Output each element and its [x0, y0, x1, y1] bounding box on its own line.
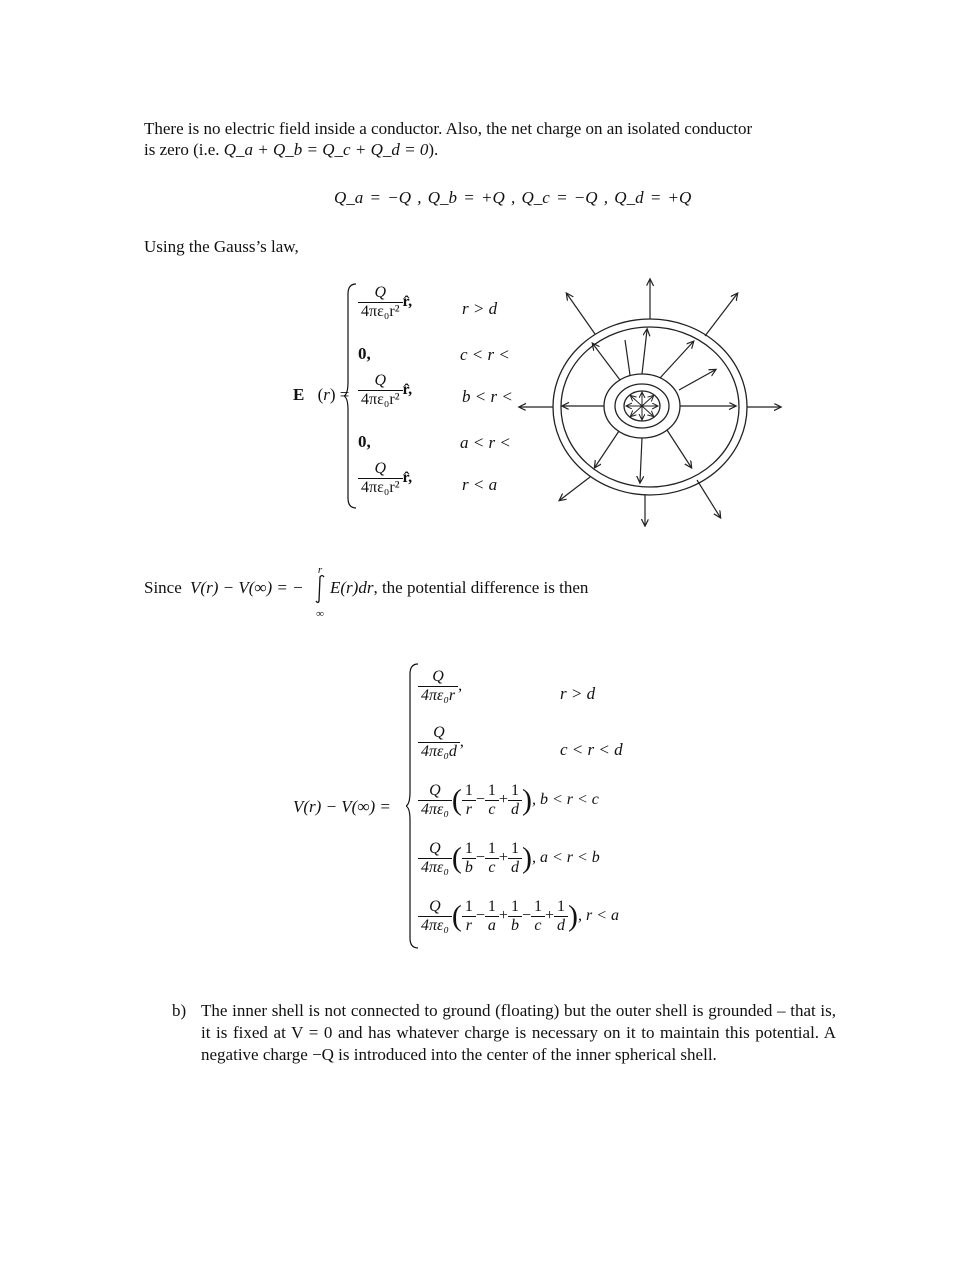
efield-cond-5: r < a — [462, 475, 498, 494]
potential-case-2: $\frac{Q}{\text{4πε₀d}}$ , — [418, 724, 464, 761]
part-b-text: The inner shell is not connected to ground (floating) but the outer shell is grounded – that is, it is fixed at V = 0 and has whatever charge is necessary on it to maintain this potential. A negative charge −Q is introduced into the center of the inner spherical shell. — [201, 1001, 836, 1064]
efield-case-2: 0, — [358, 344, 371, 363]
since-integrand: E(r)dr, the potential difference is then — [330, 578, 589, 597]
potential-case-3: $\frac{Q}{\text{4πε₀}}$ ( $\frac{1}{r}$ − $\frac{1}{c}$ + $\frac{1}{d}$ ), b < r < c — [418, 782, 599, 819]
potential-cond-2: c < r < d — [560, 740, 623, 759]
efield-brace — [344, 282, 358, 510]
potential-cond-1: r > d — [560, 684, 596, 703]
efield-cond-3: b < r < — [462, 387, 513, 406]
efield-cond-2: c < r < — [460, 345, 510, 364]
potential-lhs: V(r) − V(∞) = — [293, 797, 391, 816]
intro-line-2: is zero (i.e. Q_a + Q_b = Q_c + Q_d = 0). — [144, 140, 439, 159]
part-b-label: b) — [172, 1001, 187, 1020]
efield-case-5: $\frac{Q}{\text{4πε₀r²}}$ r̂, — [358, 460, 412, 497]
potential-case-1: $\frac{Q}{\text{4πε₀r}}$ , — [418, 668, 462, 705]
efield-cond-1: r > d — [462, 299, 498, 318]
integral-sign — [313, 574, 327, 604]
integral-lower: ∞ — [316, 608, 324, 620]
efield-case-4: 0, — [358, 432, 371, 451]
since-line: Since V(r) − V(∞) = − — [144, 578, 304, 597]
field-lines-sketch — [515, 272, 785, 527]
potential-case-4: $\frac{Q}{\text{4πε₀}}$ ( $\frac{1}{b}$ − $\frac{1}{c}$ + $\frac{1}{d}$ ), a < r < b — [418, 840, 600, 877]
integral-upper: r — [317, 564, 323, 576]
efield-cond-4: a < r < — [460, 433, 511, 452]
charges-equation: Q_a = −Q , Q_b = +Q , Q_c = −Q , Q_d = +Q — [334, 188, 692, 207]
gauss-heading: Using the Gauss’s law, — [144, 237, 299, 256]
intro-line-1: There is no electric field inside a conductor. Also, the net charge on an isolated conductor — [144, 119, 753, 138]
efield-case-3: $\frac{Q}{\text{4πε₀r²}}$ r̂, — [358, 372, 412, 409]
charge-sum-equation: Q_a + Q_b = Q_c + Q_d = 0 — [223, 140, 429, 159]
efield-case-1: $\frac{Q}{\text{4πε₀r²}}$ r̂, — [358, 284, 412, 321]
efield-lhs: E⃗(r) = — [293, 385, 350, 404]
potential-case-5: $\frac{Q}{\text{4πε₀}}$ ( $\frac{1}{r}$ − $\frac{1}{a}$ + $\frac{1}{b}$ − $\frac{1}{c}$ + $\frac{1}{d}$ ), r < a — [418, 898, 619, 935]
